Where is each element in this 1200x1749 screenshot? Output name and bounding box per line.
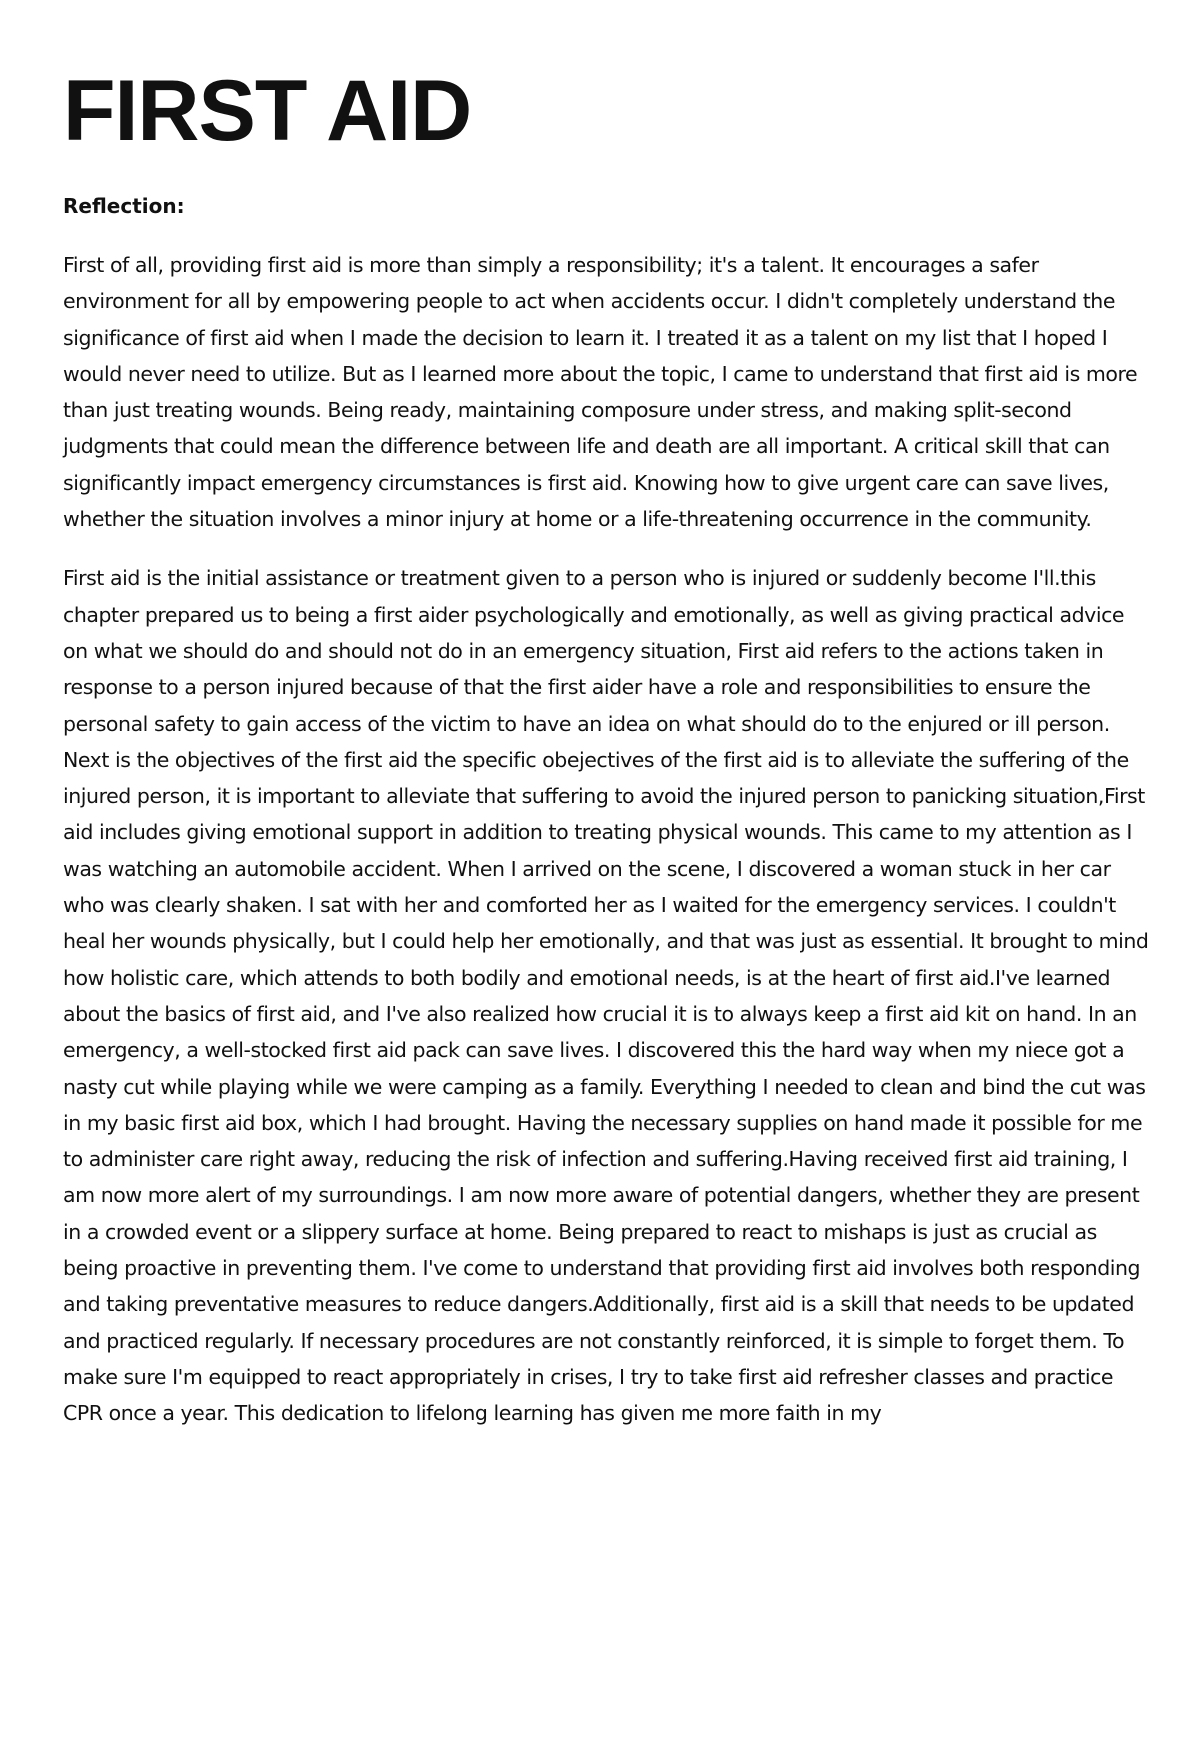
paragraph-intro: First of all, providing first aid is more than simply a responsibility; it's a talent. It encourages a safer environment for all by empowering people to act when accidents occur. I didn't completely understand the significance of first aid when I made the decision to learn it. I treated it as a talent on my list that I hoped I would never need to utilize. But as I learned more about the topic, I came to understand that first aid is more than just treating wounds. Being ready, maintaining composure under stress, and making split-second judgments that could mean the difference between life and death are all important. A critical skill that can significantly impact emergency circumstances is first aid. Knowing how to give urgent care can save lives, whether the situation involves a minor injury at home or a life-threatening occurrence in the community. (63, 253, 1138, 532)
paragraph-body: First aid is the initial assistance or treatment given to a person who is injured or suddenly become I'll.this chapter prepared us to being a first aider psychologically and emotionally, as well as giving practical advice on what we should do and should not do in an emergency situation, First aid refers to the actions taken in response to a person injured because of that the first aider have a role and responsibilities to ensure the personal safety to gain access of the victim to have an idea on what should do to the enjured or ill person. Next is the objectives of the first aid the specific obejectives of the first aid is to alleviate the suffering of the injured person, it is important to alleviate that suffering to avoid the injured person to panicking situation,First aid includes giving emotional support in addition to treating physical wounds. This came to my attention as I was watching an automobile accident. When I arrived on the scene, I discovered a woman stuck in her car who was clearly shaken. I sat with her and comforted her as I waited for the emergency services. I couldn't heal her wounds physically, but I could help her emotionally, and that was just as essential. It brought to mind how holistic care, which attends to both bodily and emotional needs, is at the heart of first aid.I've learned about the basics of first aid, and I've also realized how crucial it is to always keep a first aid kit on hand. In an emergency, a well-stocked first aid pack can save lives. I discovered this the hard way when my niece got a nasty cut while playing while we were camping as a family. Everything I needed to clean and bind the cut was in my basic first aid box, which I had brought. Having the necessary supplies on hand made it possible for me to administer care right away, reducing the risk of infection and suffering.Having received first aid training, I am now more alert of my surroundings. I am now more aware of potential dangers, whether they are present in a crowded event or a slippery surface at home. Being prepared to react to mishaps is just as crucial as being proactive in preventing them. I've come to understand that providing first aid involves both responding and taking preventative measures to reduce dangers.Additionally, first aid is a skill that needs to be updated and practiced regularly. If necessary procedures are not constantly reinforced, it is simple to forget them. To make sure I'm equipped to react appropriately in crises, I try to take first aid refresher classes and practice CPR once a year. This dedication to lifelong learning has given me more faith in my (63, 566, 1149, 1426)
document-page (63, 63, 1153, 1432)
page-title: FIRST AID (63, 63, 472, 159)
section-heading-reflection: Reflection: (63, 194, 185, 218)
